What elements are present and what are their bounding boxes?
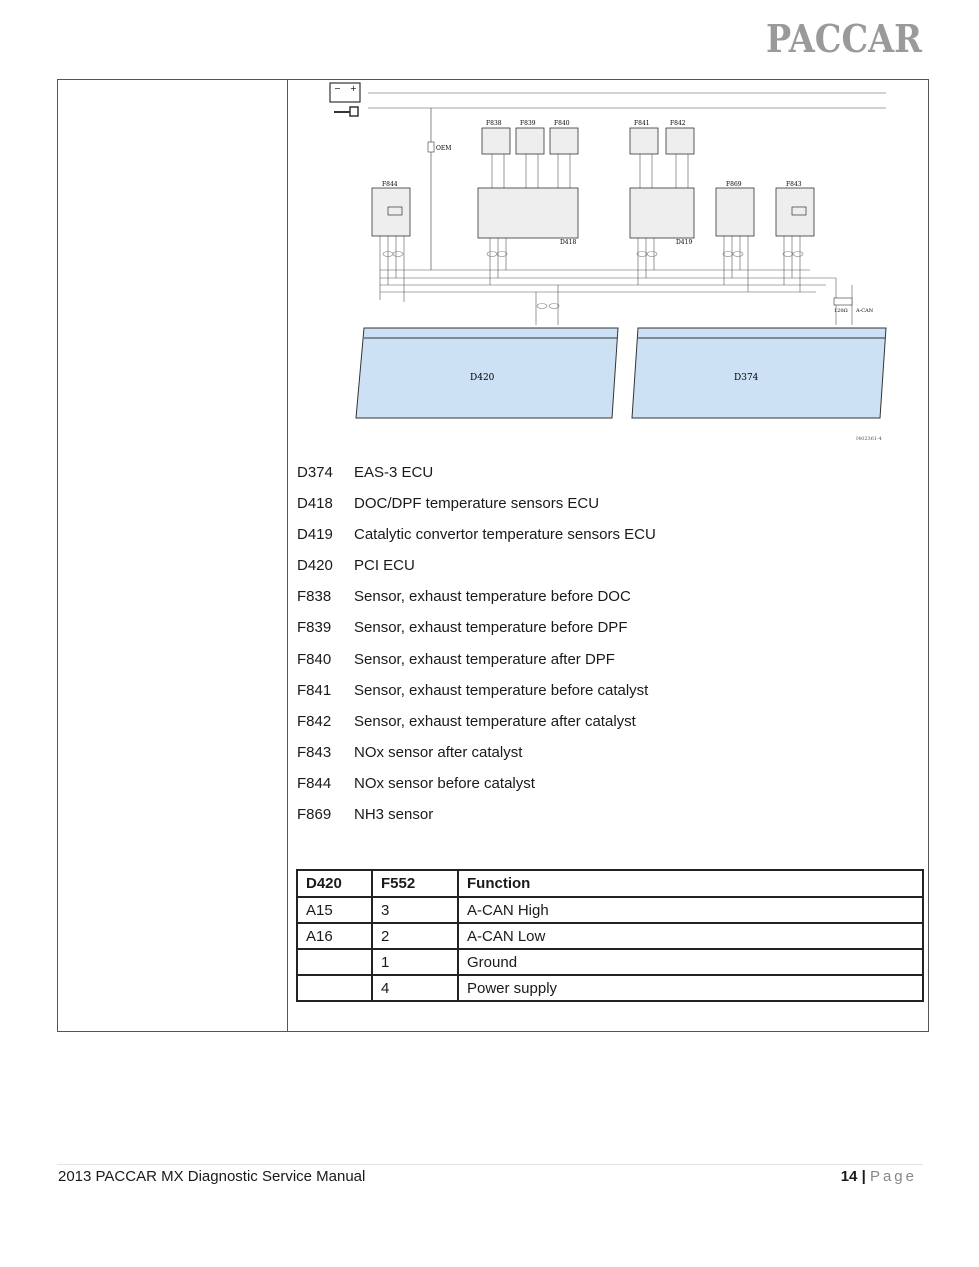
temperature-sensor-f841 (630, 120, 658, 154)
svg-text:I402361-4: I402361-4 (856, 436, 882, 442)
paccar-logo (766, 16, 924, 61)
svg-text:F842: F842 (670, 120, 686, 127)
svg-text:D420: D420 (470, 373, 495, 383)
svg-text:F841: F841 (634, 120, 650, 127)
legend-item: D419 Catalytic convertor temperature sensors ECU (297, 526, 656, 544)
nox-sensor-f844 (372, 181, 410, 236)
legend-item: F869 NH3 sensor (297, 806, 434, 824)
table-row: 1 Ground (297, 949, 923, 975)
legend-item: D374 EAS-3 ECU (297, 464, 434, 481)
svg-text:F869: F869 (726, 181, 742, 188)
legend-item: F844 NOx sensor before catalyst (297, 774, 535, 792)
svg-text:OEM: OEM (436, 145, 452, 152)
pin-function-table (296, 869, 924, 1002)
wiring-diagram (296, 80, 896, 445)
svg-text:F840: F840 (554, 120, 570, 127)
svg-text:D374: D374 (734, 373, 759, 383)
ignition-key-icon (334, 107, 358, 116)
legend-item: D418 DOC/DPF temperature sensors ECU (297, 495, 600, 513)
table-row: A15 3 A-CAN High (297, 897, 923, 923)
temperature-sensor-f839 (516, 120, 544, 154)
legend-item: F843 NOx sensor after catalyst (297, 743, 523, 761)
nh3-sensor-f869 (716, 181, 754, 236)
svg-text:−: − (334, 84, 341, 93)
component-legend (297, 460, 656, 833)
footer-divider (57, 1164, 923, 1165)
svg-text:F839: F839 (520, 120, 536, 127)
legend-item: F840 Sensor, exhaust temperature after DPF (297, 650, 615, 668)
ecu-d418 (478, 188, 578, 246)
legend-item: F838 Sensor, exhaust temperature before DOC (297, 588, 631, 606)
temperature-sensor-f840 (550, 120, 578, 154)
svg-text:PACCAR: PACCAR (766, 16, 923, 61)
table-column-divider (287, 79, 288, 1032)
legend-item: F841 Sensor, exhaust temperature before catalyst (297, 681, 649, 699)
ecu-d420 (356, 328, 618, 418)
legend-item: F842 Sensor, exhaust temperature after catalyst (297, 712, 636, 730)
table-row: A16 2 A-CAN Low (297, 923, 923, 949)
svg-text:F843: F843 (786, 181, 802, 188)
svg-text:F838: F838 (486, 120, 502, 127)
svg-text:A-CAN: A-CAN (856, 308, 874, 314)
svg-text:120Ω: 120Ω (834, 308, 848, 314)
svg-text:F844: F844 (382, 181, 398, 188)
ecu-d419 (630, 188, 694, 246)
footer-title: 2013 PACCAR MX Diagnostic Service Manual (58, 1168, 366, 1185)
svg-text:+: + (350, 84, 357, 93)
table-row: 4 Power supply (297, 975, 923, 1001)
legend-item: F839 Sensor, exhaust temperature before DPF (297, 619, 628, 637)
svg-text:D418: D418 (560, 239, 577, 246)
nox-sensor-f843 (776, 181, 814, 236)
legend-item: D420 PCI ECU (297, 557, 415, 575)
table-header-row: D420 F552 Function (297, 870, 923, 897)
temperature-sensor-f838 (482, 120, 510, 154)
temperature-sensor-f842 (666, 120, 694, 154)
footer-page-number: 14 | Page (840, 1168, 917, 1185)
ecu-d374 (632, 328, 886, 418)
svg-text:D419: D419 (676, 239, 693, 246)
